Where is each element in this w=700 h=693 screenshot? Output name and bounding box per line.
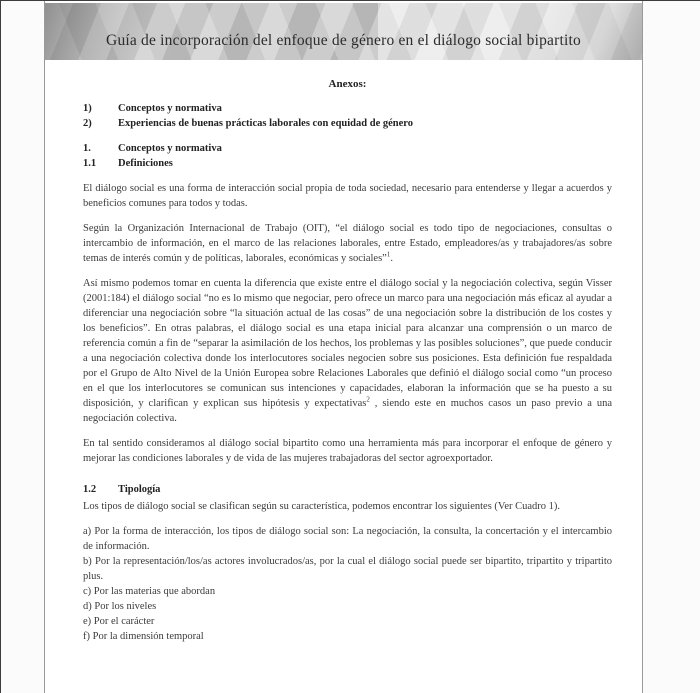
annex-item bbox=[83, 101, 612, 116]
annex-item-label: Conceptos y normativa bbox=[118, 103, 222, 114]
section-number: 1.2 bbox=[83, 484, 97, 495]
paragraph-text: Según la Organización Internacional de Trabajo (OIT), “el diálogo social es todo tipo de negociaciones, consultas o intercambio de información, en el marco de las relaciones laborales, entre Estado, empleadores/as y trabajadores/as sobre temas de interés común y de políticas, laborales, económicas y sociales” bbox=[83, 223, 612, 264]
paragraph-definitions-1 bbox=[83, 181, 612, 211]
section-heading-1-1 bbox=[83, 156, 612, 171]
paragraph-visser bbox=[83, 276, 612, 426]
annex-item-label: Experiencias de buenas prácticas laborales con equidad de género bbox=[118, 118, 413, 129]
title-banner bbox=[45, 3, 642, 60]
annex-item-number: 2) bbox=[83, 118, 92, 129]
paragraph-text: El diálogo social es una forma de interacción social propia de toda sociedad, necesario para entenderse y llegar a acuerdos y beneficios comunes para todos y todas. bbox=[83, 183, 612, 209]
section-number: 1. bbox=[83, 143, 91, 154]
annex-item bbox=[83, 116, 612, 131]
typology-item-a: a) Por la forma de interacción, los tipos de diálogo social son: La negociación, la consulta, la concertación y el intercambio de información. bbox=[83, 526, 612, 552]
section-title: Conceptos y normativa bbox=[118, 143, 222, 154]
section-headings bbox=[83, 141, 612, 171]
typology-item-c: c) Por las materias que abordan bbox=[83, 586, 216, 597]
section-number: 1.1 bbox=[83, 158, 97, 169]
section-title: Tipología bbox=[118, 484, 161, 495]
document-page bbox=[44, 1, 643, 693]
footnote-marker-1: 1 bbox=[386, 250, 391, 259]
footnote-marker-2: 2 bbox=[366, 395, 370, 404]
paragraph-text-tail: . bbox=[390, 253, 393, 264]
section-title: Definiciones bbox=[118, 158, 173, 169]
paragraph-text: Así mismo podemos tomar en cuenta la diferencia que existe entre el diálogo social y la negociación colectiva, según Visser (2001:184) el diálogo social “no es lo mismo que negociar, pero ofrece un marco para una negociación más eficaz al ayudar a diferenciar una negociación sobre “la situación actual de las cosas” de una negociación sobre la distribución de los costes y los beneficios”. En otras palabras, el diálogo social es una etapa inicial para alcanzar una comprensión o un marco de referencia común a fin de “separar la asimilación de los hechos, los problemas y las posibles soluciones”, que puede conducir a una negociación colectiva donde los interlocutores sociales negocien sobre sus posiciones. Esta definición fue respaldada por el Grupo de Alto Nivel de la Unión Europea sobre Relaciones Laborales que definió el diálogo social como “un proceso en el que los interlocutores se comunican sus intenciones y capacidades, elaboran la información que se ha puesto a su disposición, y clarifican y explican sus hipótesis y expectativas bbox=[83, 278, 612, 409]
typology-item-d: d) Por los niveles bbox=[83, 601, 157, 612]
typology-item-f: f) Por la dimensión temporal bbox=[83, 631, 204, 642]
section-heading-1 bbox=[83, 141, 612, 156]
paragraph-oit-quote bbox=[83, 221, 612, 266]
document-title: Guía de incorporación del enfoque de género en el diálogo social bipartito bbox=[106, 32, 581, 49]
paragraph-text: En tal sentido consideramos al diálogo social bipartito como una herramienta más para incorporar el enfoque de género y mejorar las condiciones laborales y de vida de las mujeres trabajadoras del sector agroexportador. bbox=[83, 438, 612, 464]
typology-item-e: e) Por el carácter bbox=[83, 616, 155, 627]
typology-list bbox=[83, 524, 612, 644]
paragraph-text-tail: , siendo este en muchos casos un paso previo a una negociación colectiva. bbox=[83, 398, 612, 424]
document-body bbox=[45, 77, 642, 644]
paragraph-bipartito bbox=[83, 436, 612, 466]
typology-item-b: b) Por la representación/los/as actores involucrados/as, por la cual el diálogo social puede ser bipartito, tripartito y tripartito plus. bbox=[83, 556, 612, 582]
typology-intro: Los tipos de diálogo social se clasifican según su característica, podemos encontrar los siguientes (Ver Cuadro 1). bbox=[83, 501, 561, 512]
anexos-heading: Anexos: bbox=[328, 78, 367, 90]
section-heading-1-2 bbox=[83, 482, 612, 497]
annex-item-number: 1) bbox=[83, 103, 92, 114]
annex-list bbox=[83, 101, 612, 131]
